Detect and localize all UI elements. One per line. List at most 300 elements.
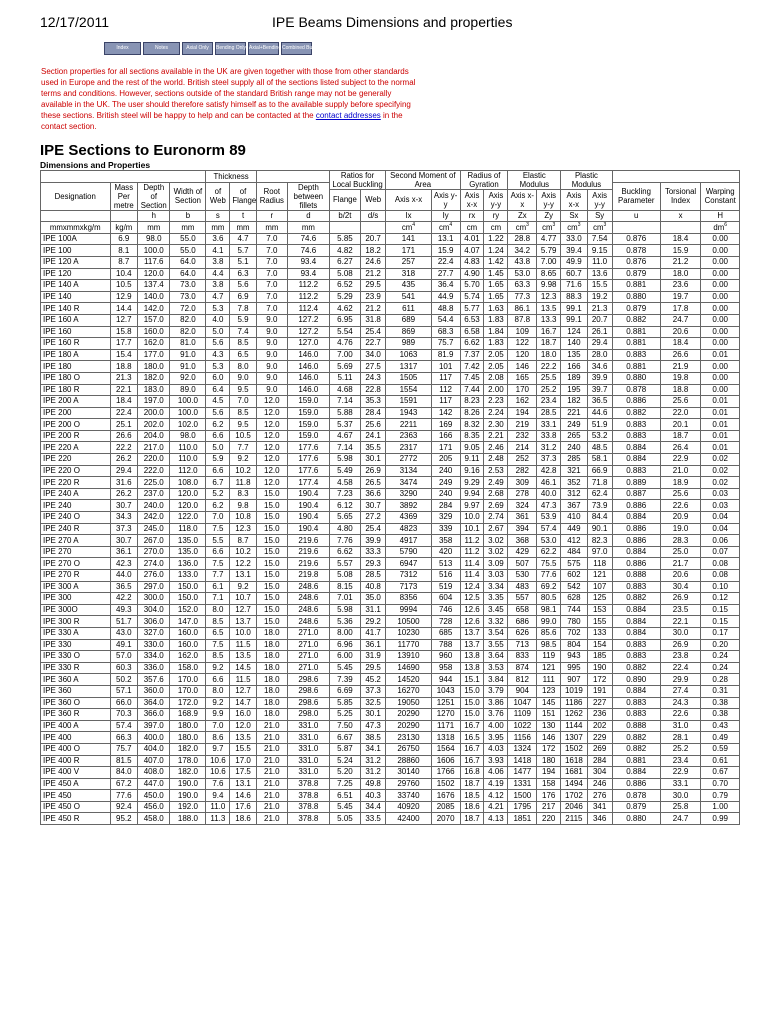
value-cell: 28.5 — [537, 407, 561, 419]
unit-cell: $cm^4$ — [431, 222, 460, 234]
value-cell: 1766 — [431, 767, 460, 779]
value-cell: 989 — [386, 338, 432, 350]
print-date: 12/17/2011 — [40, 14, 110, 30]
value-cell: 31.2 — [361, 755, 386, 767]
designation-cell: IPE 400 O — [41, 743, 111, 755]
value-cell: 136.0 — [170, 558, 206, 570]
value-cell: 37.3 — [537, 454, 561, 466]
value-cell: 27.5 — [361, 361, 386, 373]
value-cell: 0.884 — [612, 454, 660, 466]
value-cell: 1502 — [431, 778, 460, 790]
value-cell: 5.11 — [329, 372, 360, 384]
value-cell: 0.04 — [701, 512, 740, 524]
value-cell: 25.6 — [660, 396, 701, 408]
value-cell: 13.1 — [230, 778, 256, 790]
value-cell: 276 — [587, 790, 612, 802]
value-cell: 73.0 — [170, 280, 206, 292]
value-cell: 6.58 — [460, 326, 484, 338]
value-cell: 404.0 — [138, 743, 170, 755]
value-cell: 100.0 — [170, 407, 206, 419]
value-cell: 26.1 — [587, 326, 612, 338]
value-cell: 73.9 — [587, 500, 612, 512]
value-cell: 150.0 — [170, 581, 206, 593]
value-cell: 31.8 — [361, 314, 386, 326]
value-cell: 9.05 — [460, 442, 484, 454]
value-cell: 0.879 — [612, 303, 660, 315]
value-cell: 3.8 — [206, 256, 230, 268]
value-cell: 18.0 — [537, 349, 561, 361]
value-cell: 0.00 — [701, 291, 740, 303]
intro-text: Section properties for all sections available in the UK are given together with those from other standards used in Europe and the rest of the world. British steel supply all of the sections listed subject to the normal terms and conditions. However, sections outside of the standard British range may not be generally available in the UK. The user should therefore satisfy himself as to the available supply before specifying these sections. British steel will be happy to help and can be contacted at the — [41, 67, 416, 120]
value-cell: 75.7 — [431, 338, 460, 350]
value-cell: 19050 — [386, 697, 432, 709]
value-cell: 0.00 — [701, 280, 740, 292]
value-cell: 30.1 — [361, 709, 386, 721]
value-cell: 0.38 — [701, 709, 740, 721]
value-cell: 16.8 — [460, 767, 484, 779]
value-cell: 8.7 — [110, 256, 138, 268]
value-cell: 219.6 — [287, 558, 329, 570]
symbol-cell: h — [138, 210, 170, 222]
value-cell: 28860 — [386, 755, 432, 767]
value-cell: 271.0 — [287, 627, 329, 639]
web-head: of Web — [206, 182, 230, 210]
value-cell: 378.8 — [287, 801, 329, 813]
value-cell: 9.4 — [206, 790, 230, 802]
value-cell: 728 — [431, 616, 460, 628]
value-cell: 0.884 — [612, 616, 660, 628]
value-cell: 237.0 — [138, 488, 170, 500]
nav-notes-button[interactable]: Notes — [143, 42, 180, 55]
value-cell: 8.5 — [230, 338, 256, 350]
value-cell: 48.5 — [587, 442, 612, 454]
value-cell: 121 — [537, 662, 561, 674]
value-cell: 5.29 — [329, 291, 360, 303]
value-cell: 12.0 — [230, 720, 256, 732]
value-cell: 15.0 — [256, 523, 287, 535]
value-cell: 5.54 — [329, 326, 360, 338]
value-cell: 0.878 — [612, 245, 660, 257]
designation-cell: IPE 220 O — [41, 465, 111, 477]
value-cell: 30.0 — [660, 627, 701, 639]
value-cell: 9.97 — [460, 500, 484, 512]
contact-addresses-link[interactable]: contact addresses — [315, 111, 381, 120]
value-cell: 11.3 — [206, 813, 230, 825]
value-cell: 4917 — [386, 535, 432, 547]
value-cell: 77.6 — [110, 790, 138, 802]
value-cell: 252 — [508, 454, 537, 466]
value-cell: 29.5 — [361, 662, 386, 674]
value-cell: 5.45 — [329, 801, 360, 813]
value-cell: 29.4 — [110, 465, 138, 477]
value-cell: 40.8 — [361, 581, 386, 593]
value-cell: 66.3 — [110, 732, 138, 744]
value-cell: 5.20 — [329, 767, 360, 779]
width-head: Width of Section — [170, 182, 206, 210]
value-cell: 236 — [587, 709, 612, 721]
value-cell: 5.3 — [206, 361, 230, 373]
value-cell: 265 — [561, 430, 587, 442]
symbol-cell: x — [660, 210, 701, 222]
table-row — [41, 790, 740, 802]
value-cell: 159.0 — [287, 396, 329, 408]
value-cell: 306.0 — [138, 616, 170, 628]
value-cell: 8.1 — [110, 245, 138, 257]
value-cell: 197.0 — [138, 396, 170, 408]
value-cell: 1262 — [561, 709, 587, 721]
value-cell: 84.0 — [110, 767, 138, 779]
value-cell: 0.884 — [612, 442, 660, 454]
value-cell: 120.0 — [138, 268, 170, 280]
value-cell: 1702 — [561, 790, 587, 802]
value-cell: 22.0 — [660, 407, 701, 419]
plastic-xx-head: Axis x-x — [561, 190, 587, 211]
value-cell: 0.881 — [612, 361, 660, 373]
designation-cell: IPE 400 — [41, 732, 111, 744]
value-cell: 8.0 — [206, 604, 230, 616]
table-row — [41, 465, 740, 477]
value-cell: 19.7 — [660, 291, 701, 303]
value-cell: 5790 — [386, 546, 432, 558]
value-cell: 152.0 — [170, 604, 206, 616]
value-cell: 18.0 — [256, 697, 287, 709]
value-cell: 628 — [561, 593, 587, 605]
value-cell: 93.4 — [287, 268, 329, 280]
designation-cell: IPE 140 A — [41, 280, 111, 292]
value-cell: 124 — [561, 326, 587, 338]
value-cell: 0.888 — [612, 570, 660, 582]
value-cell: 214 — [508, 442, 537, 454]
value-cell: 137.4 — [138, 280, 170, 292]
value-cell: 58.1 — [587, 454, 612, 466]
value-cell: 44.0 — [110, 570, 138, 582]
value-cell: 3.86 — [484, 697, 508, 709]
value-cell: 30.0 — [660, 790, 701, 802]
value-cell: 14.4 — [110, 303, 138, 315]
value-cell: 4.00 — [484, 720, 508, 732]
value-cell: 27.4 — [660, 685, 701, 697]
value-cell: 1171 — [431, 720, 460, 732]
value-cell: 25.2 — [660, 743, 701, 755]
value-cell: 8.65 — [537, 268, 561, 280]
value-cell: 2.49 — [484, 477, 508, 489]
value-cell: 1795 — [508, 801, 537, 813]
value-cell: 202 — [587, 720, 612, 732]
value-cell: 0.15 — [701, 604, 740, 616]
table-row — [41, 407, 740, 419]
value-cell: 812 — [508, 674, 537, 686]
value-cell: 8356 — [386, 593, 432, 605]
value-cell: 73.0 — [170, 291, 206, 303]
value-cell: 177.6 — [287, 454, 329, 466]
value-cell: 0.886 — [612, 523, 660, 535]
value-cell: 1500 — [508, 790, 537, 802]
value-cell: 0.887 — [612, 488, 660, 500]
value-cell: 57.0 — [110, 651, 138, 663]
value-cell: 3.32 — [484, 616, 508, 628]
value-cell: 0.59 — [701, 743, 740, 755]
value-cell: 6.5 — [206, 627, 230, 639]
value-cell: 282 — [508, 465, 537, 477]
table-row — [41, 743, 740, 755]
value-cell: 28.0 — [587, 349, 612, 361]
value-cell: 49.8 — [361, 778, 386, 790]
value-cell: 108.0 — [170, 477, 206, 489]
table-row — [41, 778, 740, 790]
value-cell: 7.14 — [329, 442, 360, 454]
designation-cell: IPE 330 — [41, 639, 111, 651]
value-cell: 14.7 — [230, 697, 256, 709]
designation-cell: IPE 160 R — [41, 338, 111, 350]
value-cell: 5.9 — [230, 314, 256, 326]
value-cell: 0.01 — [701, 419, 740, 431]
flange-head: of Flange — [230, 182, 256, 210]
value-cell: 33740 — [386, 790, 432, 802]
unit-cell: $cm^3$ — [561, 222, 587, 234]
value-cell: 11.4 — [460, 570, 484, 582]
designation-cell: IPE 400 V — [41, 767, 111, 779]
value-cell: 46.1 — [537, 477, 561, 489]
value-cell: 276.0 — [138, 570, 170, 582]
value-cell: 4.7 — [206, 291, 230, 303]
nav-combined-button[interactable]: Combined Buckling — [281, 42, 312, 55]
value-cell: 122 — [508, 338, 537, 350]
value-cell: 36.4 — [431, 280, 460, 292]
designation-head: Designation — [41, 182, 111, 210]
value-cell: 57.4 — [110, 720, 138, 732]
value-cell: 0.00 — [701, 372, 740, 384]
value-cell: 26.9 — [660, 593, 701, 605]
value-cell: 127.0 — [287, 338, 329, 350]
value-cell: 8.3 — [230, 488, 256, 500]
value-cell: 20290 — [386, 709, 432, 721]
value-cell: 36.5 — [587, 396, 612, 408]
value-cell: 21.0 — [256, 720, 287, 732]
value-cell: 146 — [508, 361, 537, 373]
value-cell: 5.57 — [329, 558, 360, 570]
value-cell: 5.36 — [329, 616, 360, 628]
value-cell: 39.9 — [361, 535, 386, 547]
value-cell: 1251 — [431, 697, 460, 709]
value-cell: 15.9 — [660, 245, 701, 257]
value-cell: 15.0 — [256, 593, 287, 605]
value-cell: 28.4 — [361, 407, 386, 419]
value-cell: 82.0 — [170, 326, 206, 338]
value-cell: 6.0 — [206, 372, 230, 384]
value-cell: 221 — [561, 407, 587, 419]
value-cell: 3.6 — [206, 233, 230, 245]
value-cell: 3.45 — [484, 604, 508, 616]
nav-bending-button[interactable]: Bending Only — [215, 42, 246, 55]
value-cell: 3.35 — [484, 593, 508, 605]
value-cell: 7.37 — [460, 349, 484, 361]
value-cell: 5.45 — [329, 662, 360, 674]
table-row — [41, 500, 740, 512]
value-cell: 6.12 — [329, 500, 360, 512]
table-row — [41, 419, 740, 431]
value-cell: 62.4 — [587, 488, 612, 500]
value-cell: 0.888 — [612, 720, 660, 732]
value-cell: 2.68 — [484, 488, 508, 500]
value-cell: 122.0 — [170, 512, 206, 524]
value-cell: 24.7 — [660, 314, 701, 326]
value-cell: 194 — [508, 407, 537, 419]
value-cell: 9.2 — [206, 697, 230, 709]
symbol-cell: Sx — [561, 210, 587, 222]
value-cell: 0.886 — [612, 535, 660, 547]
value-cell: 10.6 — [206, 767, 230, 779]
value-cell: 26.2 — [110, 488, 138, 500]
value-cell: 13.8 — [460, 651, 484, 663]
value-cell: 21.0 — [256, 790, 287, 802]
value-cell: 135.0 — [170, 535, 206, 547]
value-cell: 5.79 — [537, 245, 561, 257]
value-cell: 18.0 — [256, 674, 287, 686]
value-cell: 519 — [431, 581, 460, 593]
value-cell: 33.8 — [537, 430, 561, 442]
value-cell: 178.0 — [170, 755, 206, 767]
nav-axial-bending-button[interactable]: Axial+Bending — [248, 42, 279, 55]
value-cell: 30.7 — [361, 500, 386, 512]
symbol-cell: Zx — [508, 210, 537, 222]
value-cell: 48.8 — [431, 303, 460, 315]
value-cell: 19.8 — [660, 372, 701, 384]
value-cell: 626 — [508, 627, 537, 639]
table-row — [41, 639, 740, 651]
properties-table-container — [40, 170, 736, 1024]
value-cell: 339 — [431, 523, 460, 535]
value-cell: 66.0 — [110, 697, 138, 709]
value-cell: 28.8 — [508, 233, 537, 245]
value-cell: 9.5 — [230, 419, 256, 431]
value-cell: 22.6 — [660, 500, 701, 512]
value-cell: 15.0 — [256, 535, 287, 547]
nav-axial-button[interactable]: Axial Only — [182, 42, 213, 55]
designation-cell: IPE 450 — [41, 790, 111, 802]
value-cell: 18.9 — [660, 477, 701, 489]
value-cell: 25.5 — [537, 372, 561, 384]
value-cell: 456.0 — [138, 801, 170, 813]
nav-index-button[interactable]: Index — [104, 42, 141, 55]
value-cell: 172 — [587, 674, 612, 686]
value-cell: 162.0 — [170, 651, 206, 663]
value-cell: 408.0 — [138, 767, 170, 779]
value-cell: 298.0 — [287, 709, 329, 721]
value-cell: 1318 — [431, 732, 460, 744]
value-cell: 154 — [587, 639, 612, 651]
value-cell: 2085 — [431, 801, 460, 813]
table-row — [41, 616, 740, 628]
value-cell: 0.99 — [701, 813, 740, 825]
value-cell: 1.24 — [484, 245, 508, 257]
value-cell: 1331 — [508, 778, 537, 790]
value-cell: 24.7 — [660, 813, 701, 825]
value-cell: 111 — [537, 674, 561, 686]
value-cell: 45.2 — [361, 674, 386, 686]
table-row — [41, 662, 740, 674]
value-cell: 68.3 — [431, 326, 460, 338]
value-cell: 0.00 — [701, 361, 740, 373]
value-cell: 18.0 — [660, 268, 701, 280]
value-cell: 30.7 — [110, 500, 138, 512]
value-cell: 3.09 — [484, 558, 508, 570]
value-cell: 0.24 — [701, 651, 740, 663]
symbol-cell: ry — [484, 210, 508, 222]
value-cell: 7.0 — [206, 720, 230, 732]
page-header — [40, 14, 728, 36]
value-cell: 2317 — [386, 442, 432, 454]
value-cell: 10.0 — [460, 512, 484, 524]
table-row — [41, 326, 740, 338]
value-cell: 25.6 — [660, 488, 701, 500]
value-cell: 0.886 — [612, 558, 660, 570]
value-cell: 4.4 — [206, 268, 230, 280]
value-cell: 329 — [431, 512, 460, 524]
value-cell: 0.01 — [701, 430, 740, 442]
value-cell: 5.85 — [329, 233, 360, 245]
value-cell: 71.6 — [561, 280, 587, 292]
value-cell: 6.6 — [206, 430, 230, 442]
value-cell: 248.6 — [287, 604, 329, 616]
value-cell: 0.881 — [612, 326, 660, 338]
value-cell: 541 — [386, 291, 432, 303]
unit-cell — [361, 222, 386, 234]
value-cell: 12.0 — [256, 430, 287, 442]
value-cell: 7.5 — [206, 558, 230, 570]
value-cell: 658 — [508, 604, 537, 616]
value-cell: 99.0 — [537, 616, 561, 628]
gyration-xx-head: Axis x-x — [460, 190, 484, 211]
value-cell: 16.7 — [460, 755, 484, 767]
value-cell: 21.2 — [660, 256, 701, 268]
designation-cell: IPE 220 — [41, 454, 111, 466]
value-cell: 18.0 — [256, 685, 287, 697]
value-cell: 285 — [561, 454, 587, 466]
value-cell: 611 — [386, 303, 432, 315]
value-cell: 2.08 — [484, 372, 508, 384]
value-cell: 318 — [386, 268, 432, 280]
value-cell: 21.0 — [256, 801, 287, 813]
value-cell: 960 — [431, 651, 460, 663]
value-cell: 33.1 — [660, 778, 701, 790]
value-cell: 102.0 — [170, 419, 206, 431]
value-cell: 8.5 — [230, 407, 256, 419]
value-cell: 26.2 — [110, 454, 138, 466]
value-cell: 13910 — [386, 651, 432, 663]
value-cell: 7.6 — [206, 778, 230, 790]
value-cell: 9.0 — [256, 361, 287, 373]
value-cell: 336.0 — [138, 662, 170, 674]
value-cell: 53.9 — [537, 512, 561, 524]
value-cell: 112.2 — [287, 280, 329, 292]
value-cell: 5.08 — [329, 268, 360, 280]
value-cell: 309 — [508, 477, 537, 489]
value-cell: 0.881 — [612, 755, 660, 767]
value-cell: 26.4 — [660, 442, 701, 454]
value-cell: 5.24 — [329, 755, 360, 767]
value-cell: 6947 — [386, 558, 432, 570]
value-cell: 6.1 — [206, 581, 230, 593]
designation-cell: IPE 450 R — [41, 813, 111, 825]
value-cell: 0.28 — [701, 674, 740, 686]
elastic-modulus-head: Elastic Modulus — [508, 171, 561, 190]
value-cell: 0.00 — [701, 256, 740, 268]
value-cell: 21.0 — [660, 465, 701, 477]
value-cell: 240 — [431, 488, 460, 500]
value-cell: 904 — [508, 685, 537, 697]
value-cell: 15.0 — [256, 500, 287, 512]
value-cell: 159.0 — [287, 419, 329, 431]
